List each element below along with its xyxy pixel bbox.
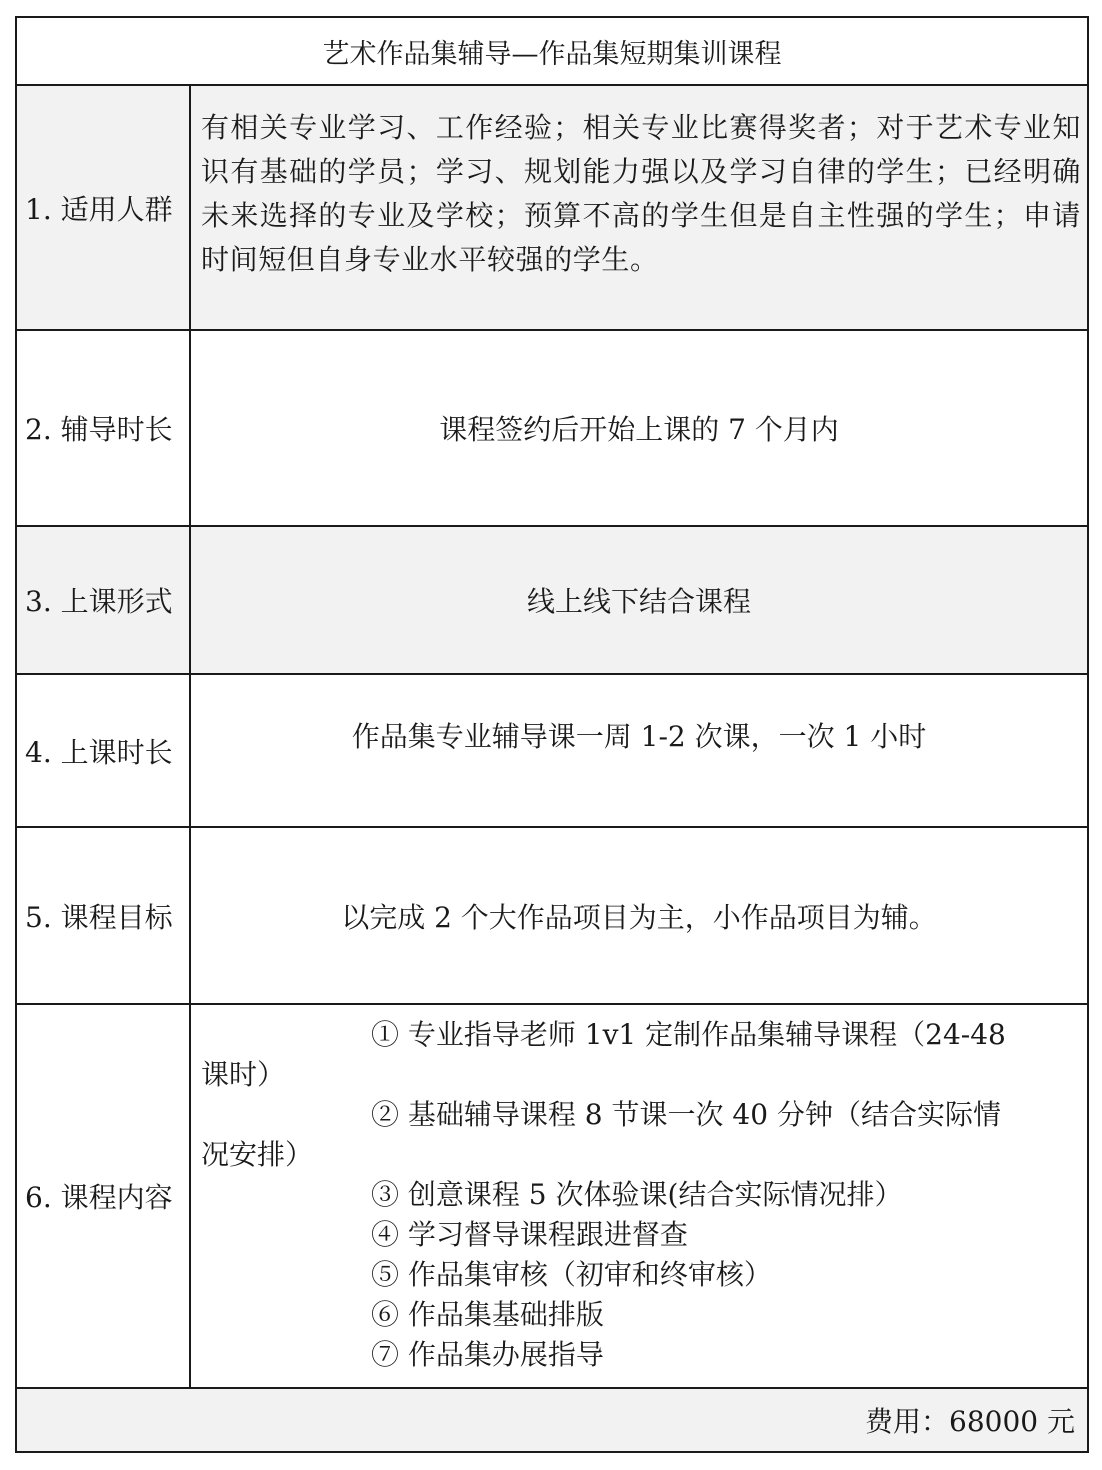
list-item-continuation: 课时） — [201, 1058, 286, 1091]
row-content: 作品集专业辅导课一周 1-2 次课，一次 1 小时 — [351, 720, 927, 753]
row-target-audience — [17, 86, 1087, 331]
table-title-text: 艺术作品集辅导—作品集短期集训课程 — [322, 38, 782, 70]
table-title — [17, 18, 1087, 86]
row-content: 有相关专业学习、工作经验；相关专业比赛得奖者；对于艺术专业知识有基础的学员；学习、规划能力强以及学习自律的学生；已经明确未来选择的专业及学校；预算不高的学生但是自主性强的学生；申请时间短但自身专业水平较强的学生。 — [201, 111, 1081, 276]
contents-list — [191, 1005, 1087, 1375]
list-item: ⑦ 作品集办展指导 — [371, 1338, 604, 1371]
list-item: ③ 创意课程 5 次体验课(结合实际情况排） — [371, 1178, 903, 1211]
list-item-continuation: 况安排） — [201, 1138, 314, 1171]
list-item: ① 专业指导老师 1v1 定制作品集辅导课程（24-48 — [371, 1018, 1006, 1051]
row-label: 5. 课程目标 — [17, 828, 191, 1003]
list-item: ② 基础辅导课程 8 节课一次 40 分钟（结合实际情 — [371, 1098, 1001, 1131]
row-label: 6. 课程内容 — [17, 1005, 191, 1387]
row-content: 线上线下结合课程 — [526, 585, 751, 618]
list-item: ⑥ 作品集基础排版 — [371, 1298, 604, 1331]
row-content: 以完成 2 个大作品项目为主，小作品项目为辅。 — [341, 900, 937, 934]
row-goal — [17, 828, 1087, 1005]
list-item: ⑤ 作品集审核（初审和终审核） — [371, 1258, 772, 1291]
row-format — [17, 527, 1087, 675]
fee-text: 费用：68000 元 — [865, 1405, 1075, 1438]
fee-row — [17, 1389, 1087, 1451]
list-item: ④ 学习督导课程跟进督查 — [371, 1218, 688, 1251]
row-label: 2. 辅导时长 — [17, 331, 191, 525]
row-content: 课程签约后开始上课的 7 个月内 — [439, 413, 839, 446]
row-label: 4. 上课时长 — [17, 675, 191, 826]
row-content — [191, 1005, 1087, 1387]
row-contents — [17, 1005, 1087, 1389]
row-class-length — [17, 675, 1087, 828]
row-duration — [17, 331, 1087, 527]
row-label: 3. 上课形式 — [17, 527, 191, 673]
course-table — [15, 16, 1089, 1453]
row-label: 1. 适用人群 — [17, 86, 191, 329]
